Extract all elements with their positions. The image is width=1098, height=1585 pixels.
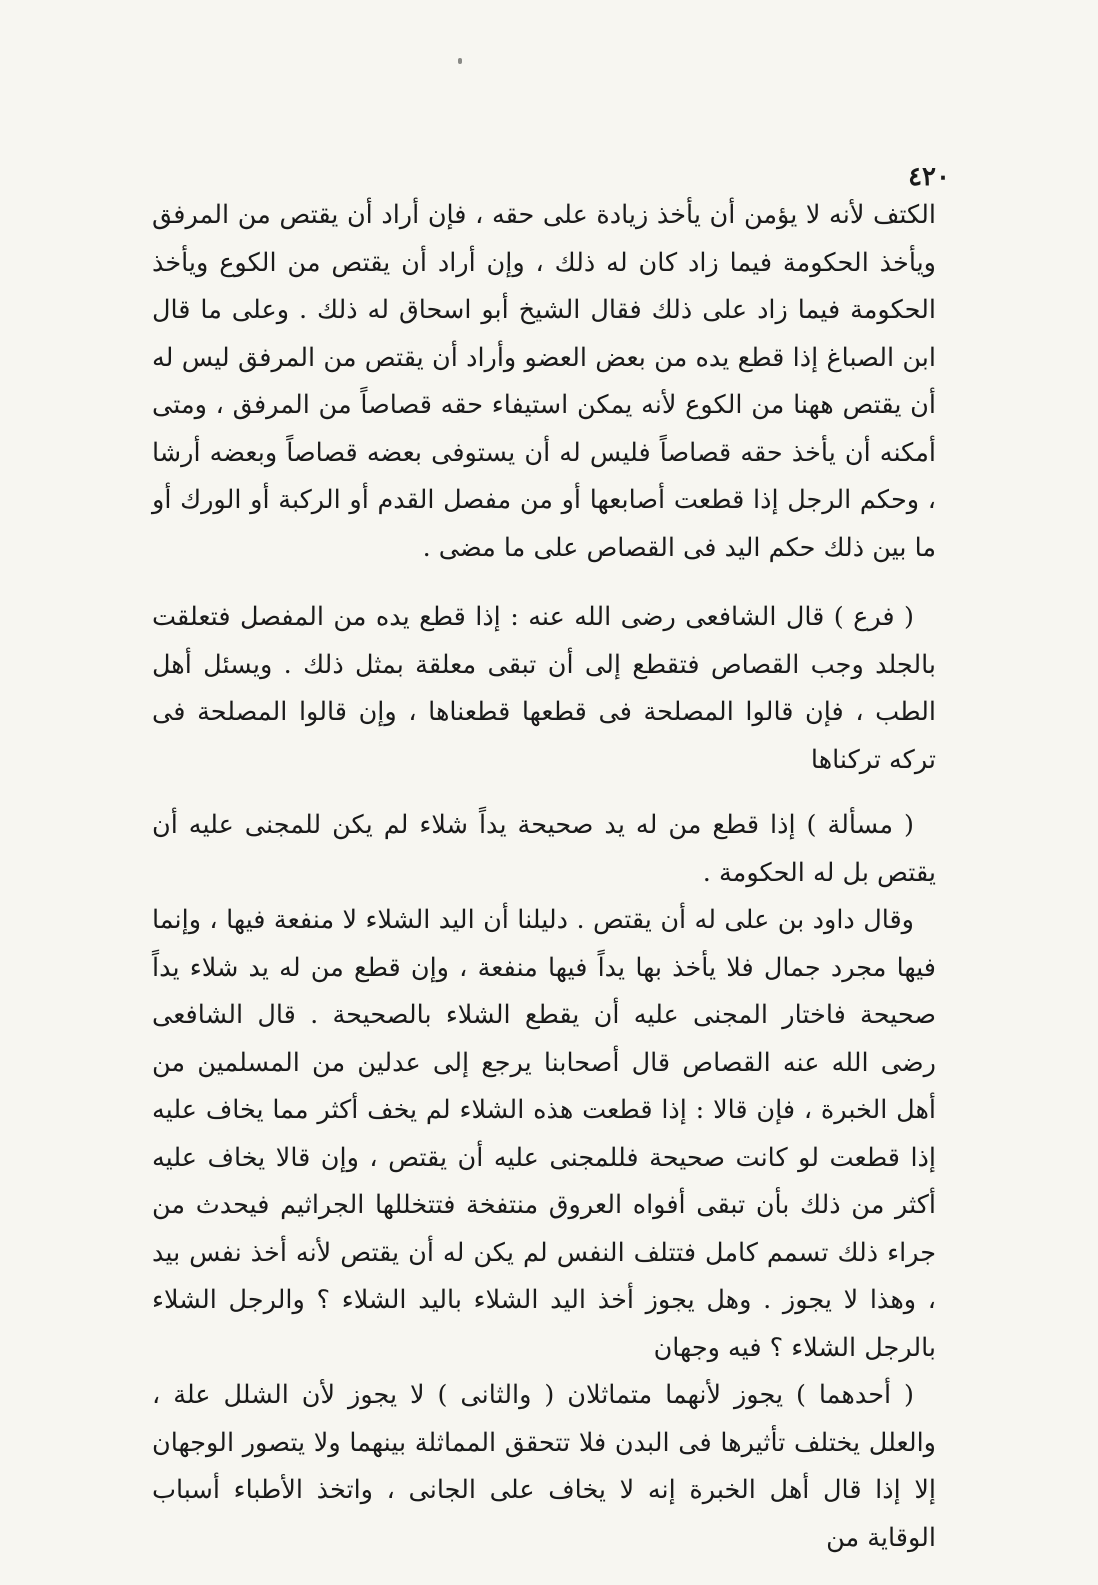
paper-speck bbox=[458, 58, 462, 64]
paragraph-dawud: وقال داود بن على له أن يقتص . دليلنا أن اليد الشلاء لا منفعة فيها ، وإنما فيها مجرد جمال فلا يأخذ بها يداً فيها منفعة ، وإن قطع من له يد شلاء يداً صحيحة فاختار المجنى عليه أن يقطع الشلاء بالصحيحة . قال الشافعى رضى الله عنه القصاص قال أصحابنا يرجع إلى عدلين من المسلمين من أهل الخبرة ، فإن قالا : إذا قطعت هذه الشلاء لم يخف أكثر مما يخاف عليه إذا قطعت لو كانت صحيحة فللمجنى عليه أن يقتص ، وإن قالا يخاف عليه أكثر من ذلك بأن تبقى أفواه العروق منتفخة فتتخللها الجراثيم فيحدث من جراء ذلك تسمم كامل فتتلف النفس لم يكن له أن يقتص لأنه أخذ نفس بيد ، وهذا لا يجوز . وهل يجوز أخذ اليد الشلاء باليد الشلاء ؟ والرجل الشلاء بالرجل الشلاء ؟ فيه وجهان bbox=[152, 905, 936, 1363]
paragraph-continuation: الكتف لأنه لا يؤمن أن يأخذ زيادة على حقه ، فإن أراد أن يقتص من المرفق ويأخذ الحكومة فيما زاد كان له ذلك ، وإن أراد أن يقتص من الكوع ويأخذ الحكومة فيما زاد على ذلك فقال الشيخ أبو اسحاق له ذلك . وعلى ما قال ابن الصباغ إذا قطع يده من بعض العضو وأراد أن يقتص من المرفق ليس له أن يقتص ههنا من الكوع لأنه يمكن استيفاء حقه قصاصاً من المرفق ، ومتى أمكنه أن يأخذ حقه قصاصاً فليس له أن يستوفى بعضه قصاصاً وبعضه أرشا ، وحكم الرجل إذا قطعت أصابعها أو من مفصل القدم أو الركبة أو الورك أو ما بين ذلك حكم اليد فى القصاص على ما مضى . bbox=[152, 200, 936, 563]
body-text bbox=[152, 192, 936, 1562]
page-number: ٤٢٠ bbox=[908, 162, 950, 192]
paragraph-wajhan: ( أحدهما ) يجوز لأنهما متماثلان ( والثانى ) لا يجوز لأن الشلل علة ، والعلل يختلف تأثيرها فى البدن فلا تتحقق المماثلة بينهما ولا يتصور الوجهان إلا إذا قال أهل الخبرة إنه لا يخاف على الجانى ، واتخذ الأطباء أسباب الوقاية من bbox=[152, 1380, 936, 1553]
paragraph-far: ( فرع ) قال الشافعى رضى الله عنه : إذا قطع يده من المفصل فتعلقت بالجلد وجب القصاص فتقطع إلى أن تبقى معلقة بمثل ذلك . ويسئل أهل الطب ، فإن قالوا المصلحة فى قطعها قطعناها ، وإن قالوا المصلحة فى تركه تركناها bbox=[152, 602, 936, 775]
paragraph-masala: ( مسألة ) إذا قطع من له يد صحيحة يداً شلاء لم يكن للمجنى عليه أن يقتص بل له الحكومة . bbox=[152, 810, 936, 888]
